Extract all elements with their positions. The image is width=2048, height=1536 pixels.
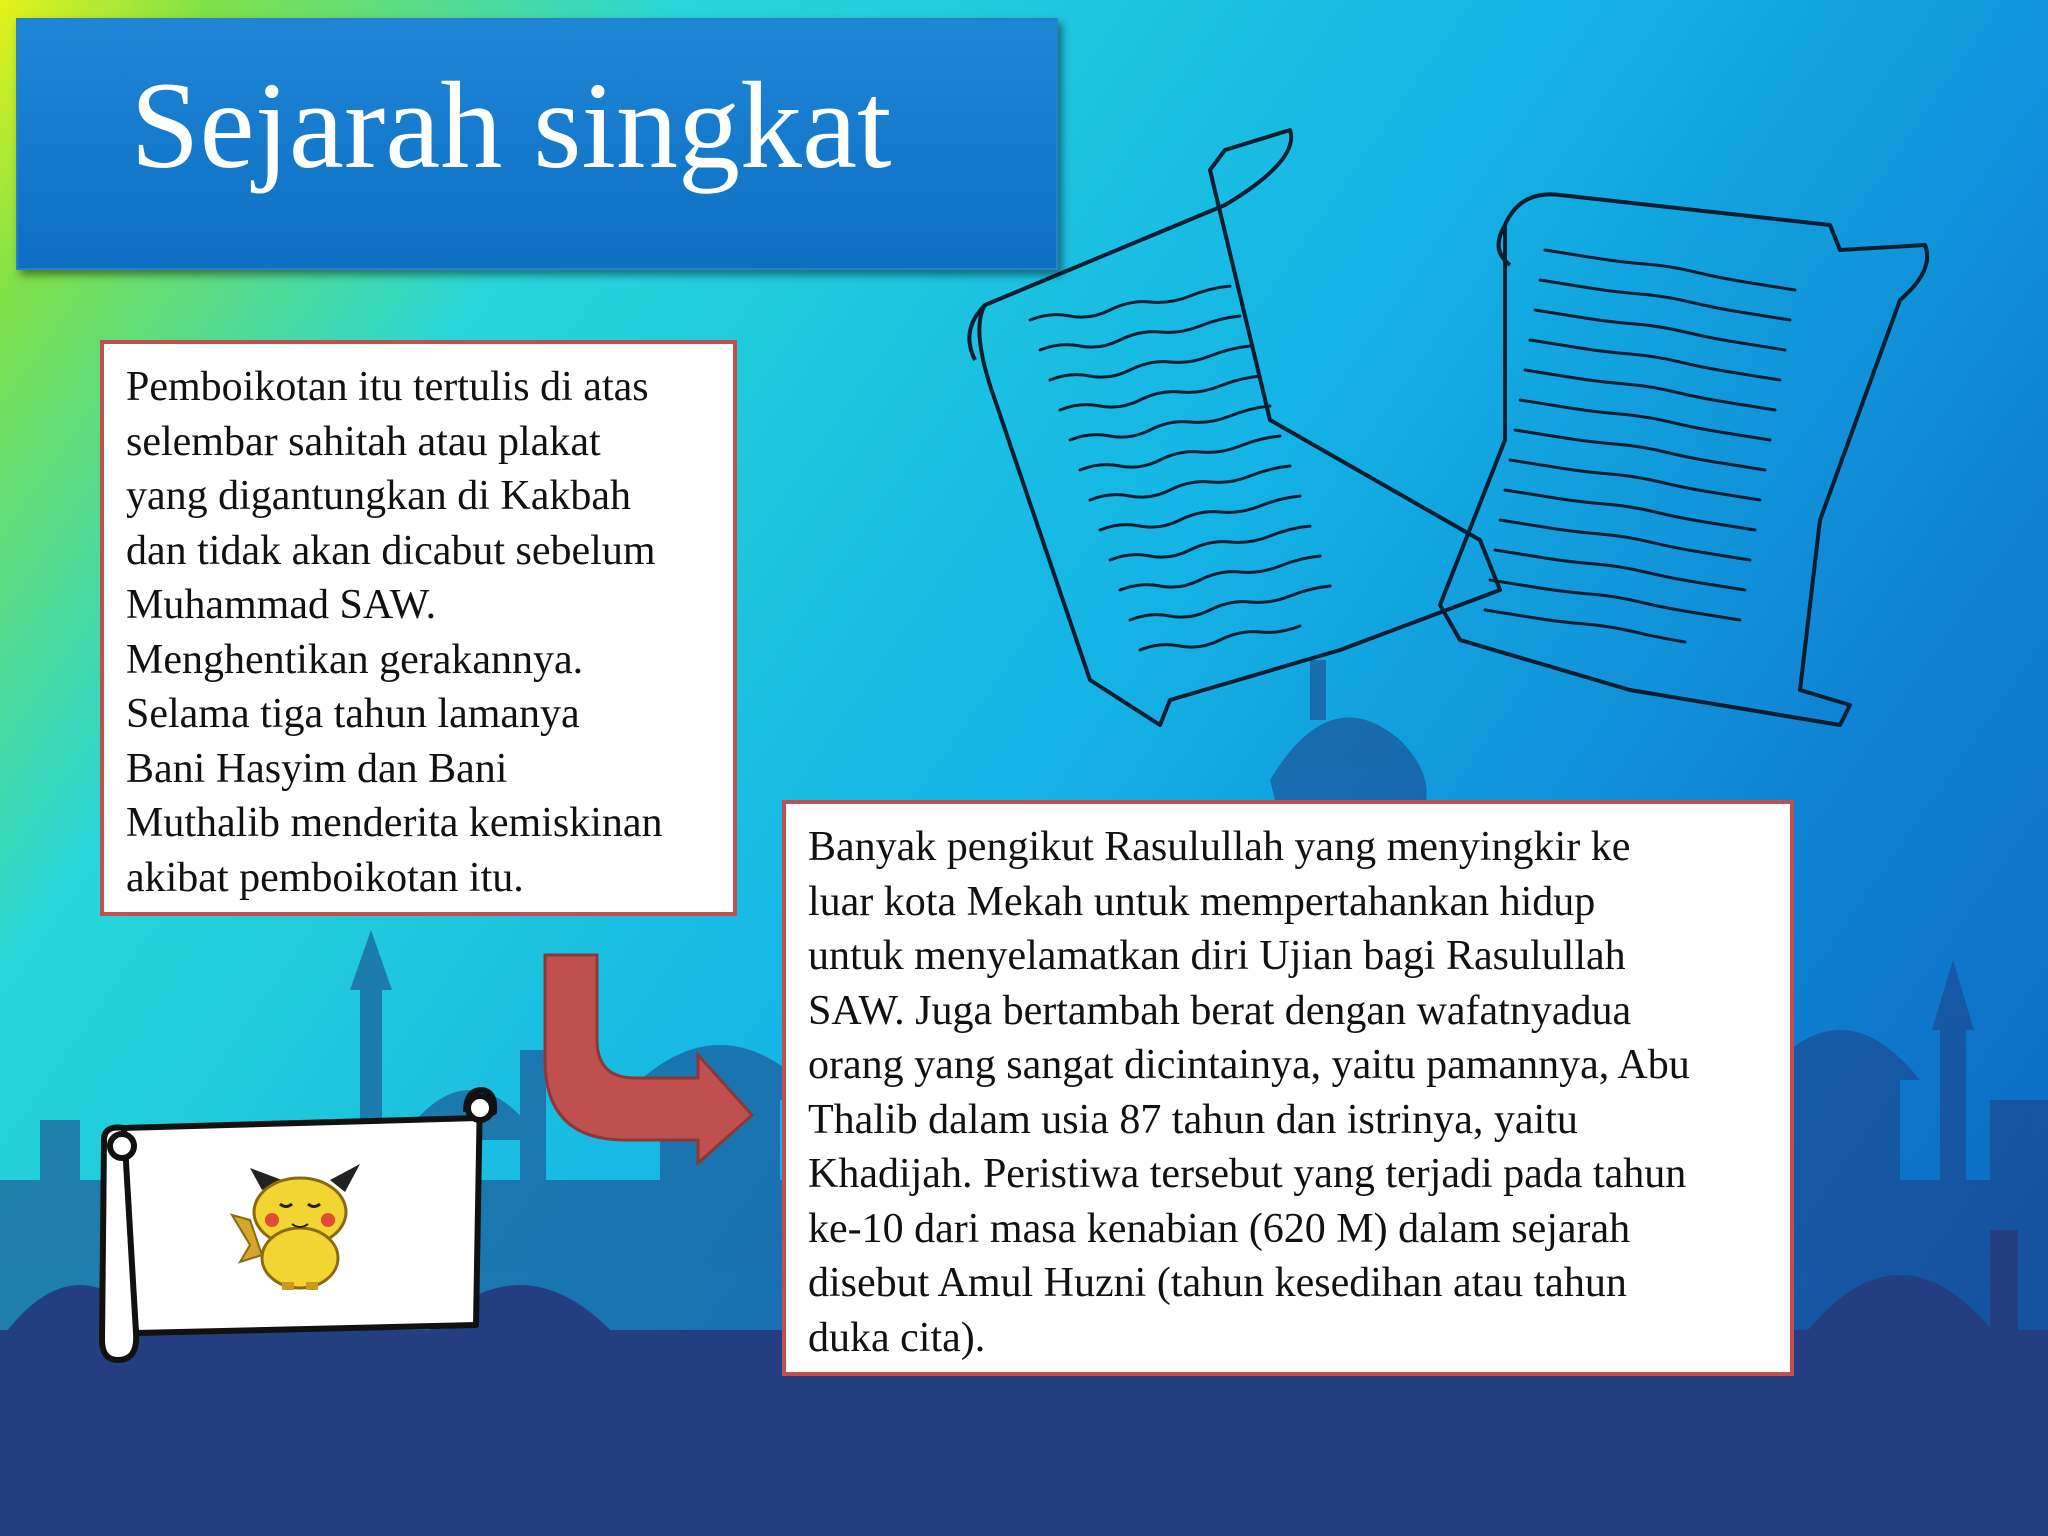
boycott-text-box: Pemboikotan itu tertulis di atas selembar sahitah atau plakat yang digantungkan di Kakbah dan tidak akan dicabut sebelum Muhammad SAW. Menghentikan gerakannya. Selama tiga tahun lamanya Bani Hasyim dan Bani Muthalib menderita kemiskinan akibat pemboikotan itu.	[100, 340, 737, 916]
slide-title: Sejarah singkat	[130, 57, 892, 194]
amul-huzni-text-box: Banyak pengikut Rasulullah yang menyingkir ke luar kota Mekah untuk mempertahankan hidup untuk menyelamatkan diri Ujian bagi Rasulullah SAW. Juga bertambah berat dengan wafatnyadua orang yang sangat dicintainya, yaitu pamannya, Abu Thalib dalam usia 87 tahun dan istrinya, yaitu Khadijah. Peristiwa tersebut yang terjadi pada tahun ke-10 dari masa kenabian (620 M) dalam sejarah disebut Amul Huzni (tahun kesedihan atau tahun duka cita).	[782, 800, 1794, 1376]
